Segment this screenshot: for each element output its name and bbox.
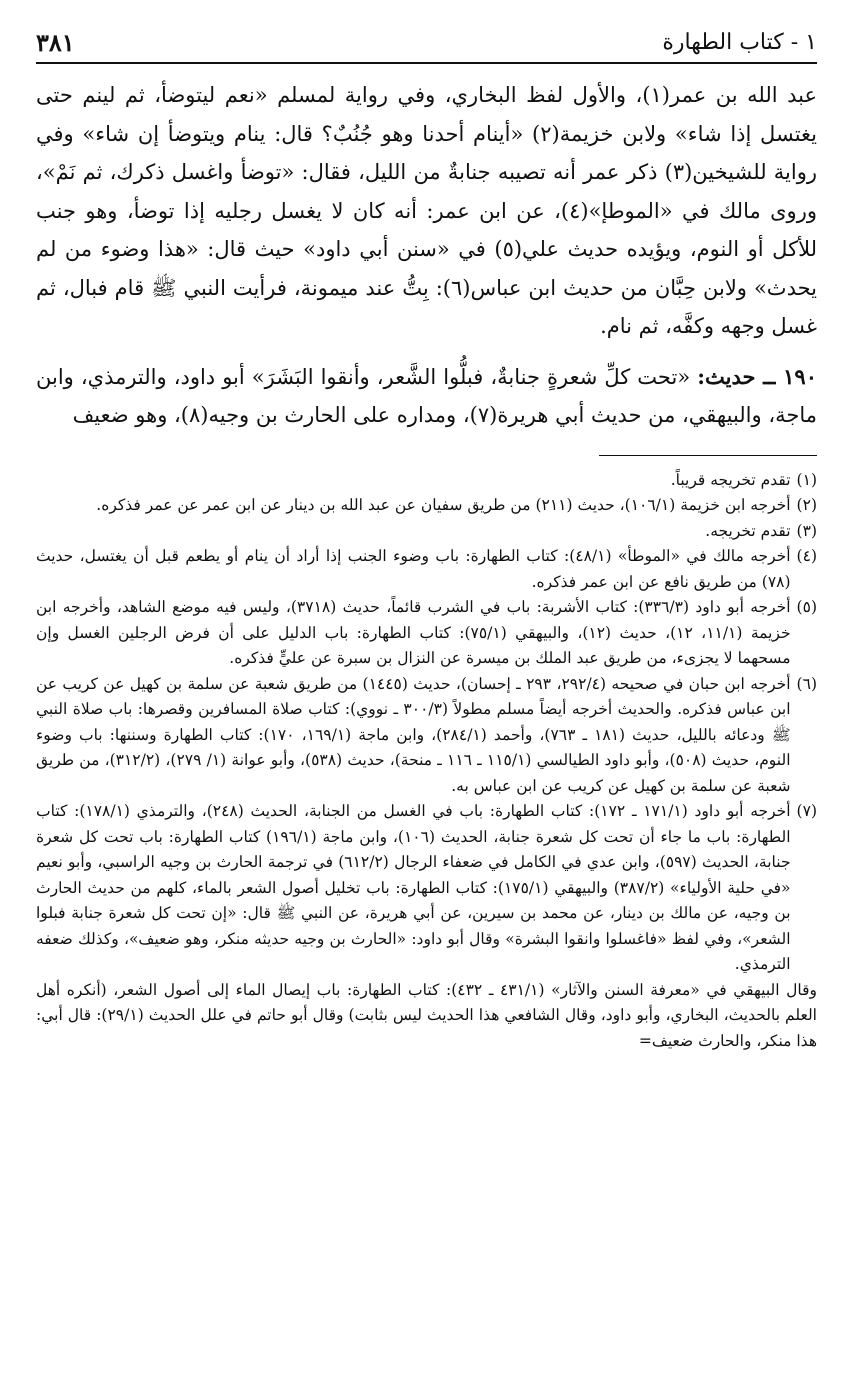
footnote: [36, 468, 817, 494]
footnote: [36, 595, 817, 672]
footnote-text: أخرجه مالك في «الموطأ» (٤٨/١): كتاب الطهارة: باب وضوء الجنب إذا أراد أن ينام أو يطعم قبل أن يغتسل، حديث (٧٨) من طريق نافع عن ابن عمر فذكره.: [36, 547, 791, 591]
footnote-number: (٧): [796, 802, 817, 820]
footnote-number: (٤): [796, 547, 817, 565]
hadith-label: ١٩٠ ــ حديث:: [697, 363, 817, 389]
footnote-continuation: وقال البيهقي في «معرفة السنن والآثار» (٤٣١/١ ـ ٤٣٢): كتاب الطهارة: باب إيصال الماء إلى أصول الشعر، (أنكره أهل العلم بالحديث، البخاري، وأبو داود، وقال الشافعي هذا الحديث ليس بثابت) وقال أبو حاتم في علل الحديث (٢٩/١): قال أبي: هذا منكر، والحارث ضعيف=: [36, 980, 817, 1050]
footnote-number: (٥): [796, 598, 817, 616]
footnote: [36, 544, 817, 595]
page-number: ٣٨١: [36, 28, 75, 57]
main-text: [36, 76, 817, 435]
footnote-text: أخرجه أبو داود (١٧١/١ ـ ١٧٢): كتاب الطهارة: باب في الغسل من الجنابة، الحديث (٢٤٨)، والترمذي (١٧٨/١): كتاب الطهارة: باب ما جاء أن تحت كل شعرة جنابة، الحديث (١٠٦)، وابن ماجة (١٩٦/١) كتاب الطهارة: باب تحت كل شعرة جنابة، الحديث (٥٩٧)، وابن عدي في الكامل في ضعفاء الرجال (٦١٢/٢) في ترجمة الحارث بن وجيه الراسبي، وأبو نعيم «في حلية الأولياء» (٣٨٧/٢) والبيهقي (١٧٥/١): كتاب الطهارة: باب تخليل أصول الشعر بالماء، كلهم من حديث الحارث بن وجيه، عن مالك بن دينار، عن محمد بن سيرين، عن أبي هريرة، عن النبي ﷺ قال: «إن تحت كل شعرة جنابة فبلوا الشعر»، وفي لفظ «فاغسلوا وانقوا البشرة» وقال أبو داود: «الحارث بن وجيه حديثه منكر، وهو ضعيف»، وكذلك ضعفه الترمذي.: [36, 802, 791, 973]
footnote-text: أخرجه ابن حبان في صحيحه (٢٩٢/٤، ٢٩٣ ـ إحسان)، حديث (١٤٤٥) من طريق شعبة عن سلمة بن كهيل عن كريب عن ابن عباس فذكره. والحديث أخرجه أيضاً مسلم مطولاً (٣٠٠/٣ ـ نووي): كتاب صلاة المسافرين وقصرها: باب صلاة النبي ﷺ ودعائه بالليل، حديث (١٨١ ـ ٧٦٣)، وأحمد (٢٨٤/١)، وابن ماجة (١٦٩/١، ١٧٠): كتاب الطهارة وسننها: باب وضوء النوم، حديث (٥٠٨)، وأبو داود الطيالسي (١١٥/١ ـ ١١٦ ـ منحة)، حديث (٥٣٨)، وأبو عوانة (١/ ٢٧٩)، (٣١٢/٢)، من طريق شعبة عن سلمة بن كهيل عن كريب عن ابن عباس به.: [36, 674, 791, 795]
footnote-number: (١): [796, 470, 817, 489]
footnote-text: تقدم تخريجه.: [705, 521, 791, 540]
footnote-separator: [599, 455, 817, 456]
footnotes: [36, 468, 817, 1055]
footnote-text: أخرجه ابن خزيمة (١٠٦/١)، حديث (٢١١) من طريق سفيان عن عبد الله بن دينار عن ابن عمر عن عمر فذكره.: [96, 496, 791, 514]
footnote: [36, 493, 817, 519]
main-paragraph: عبد الله بن عمر(١)، والأول لفظ البخاري، وفي رواية لمسلم «نعم ليتوضأ، ثم لينم حتى يغتسل إذا شاء» ولابن خزيمة(٢) «أينام أحدنا وهو جُنُبٌ؟ قال: ينام ويتوضأ إن شاء» وفي رواية للشيخين(٣) ذكر عمر أنه تصيبه جنابةٌ من الليل، فقال: «توضأ واغسل ذكرك، ثم نَمْ»، وروى مالك في «الموطإ»(٤)، عن ابن عمر: أنه كان لا يغسل رجليه إذا توضأ، وهو جنب للأكل أو النوم، ويؤيده حديث علي(٥) في «سنن أبي داود» حيث قال: «هذا وضوء من لم يحدث» ولابن حِبَّان من حديث ابن عباس(٦): بِتُّ عند ميمونة، فرأيت النبي ﷺ قام فبال، ثم غسل وجهه وكفَّه، ثم نام.: [36, 83, 818, 338]
footnote: [36, 672, 817, 800]
footnote-number: (٢): [796, 496, 817, 514]
chapter-title: ١ - كتاب الطهارة: [662, 30, 817, 55]
footnote-number: (٣): [796, 521, 817, 540]
footnote-text: تقدم تخريجه قريباً.: [670, 470, 791, 489]
footnote-number: (٦): [796, 674, 817, 693]
footnote: [36, 519, 817, 545]
hadith-text: «تحت كلِّ شعرةٍ جنابةٌ، فبلُّوا الشَّعر، وأنقوا البَشَرَ» أبو داود، والترمذي، وابن ماجة، والبيهقي، من حديث أبي هريرة(٧)، ومداره على الحارث بن وجيه(٨)، وهو ضعيف: [36, 364, 817, 427]
hadith-paragraph: [36, 358, 817, 435]
footnote: [36, 799, 817, 978]
footnote-text: أخرجه أبو داود (٣٣٦/٣): كتاب الأشربة: باب في الشرب قائماً، حديث (٣٧١٨)، وليس فيه موضع الشاهد، وأخرجه ابن خزيمة (١١/١، ١٢)، حديث (١٢)، والبيهقي (٧٥/١): كتاب الطهارة: باب الدليل على أن فرض الرجلين الغسل وإن مسحهما لا يجزىء، من طريق عبد الملك بن ميسرة عن النزال بن سبرة عن عليٍّ فذكره.: [36, 598, 791, 667]
page-header: [36, 28, 817, 64]
